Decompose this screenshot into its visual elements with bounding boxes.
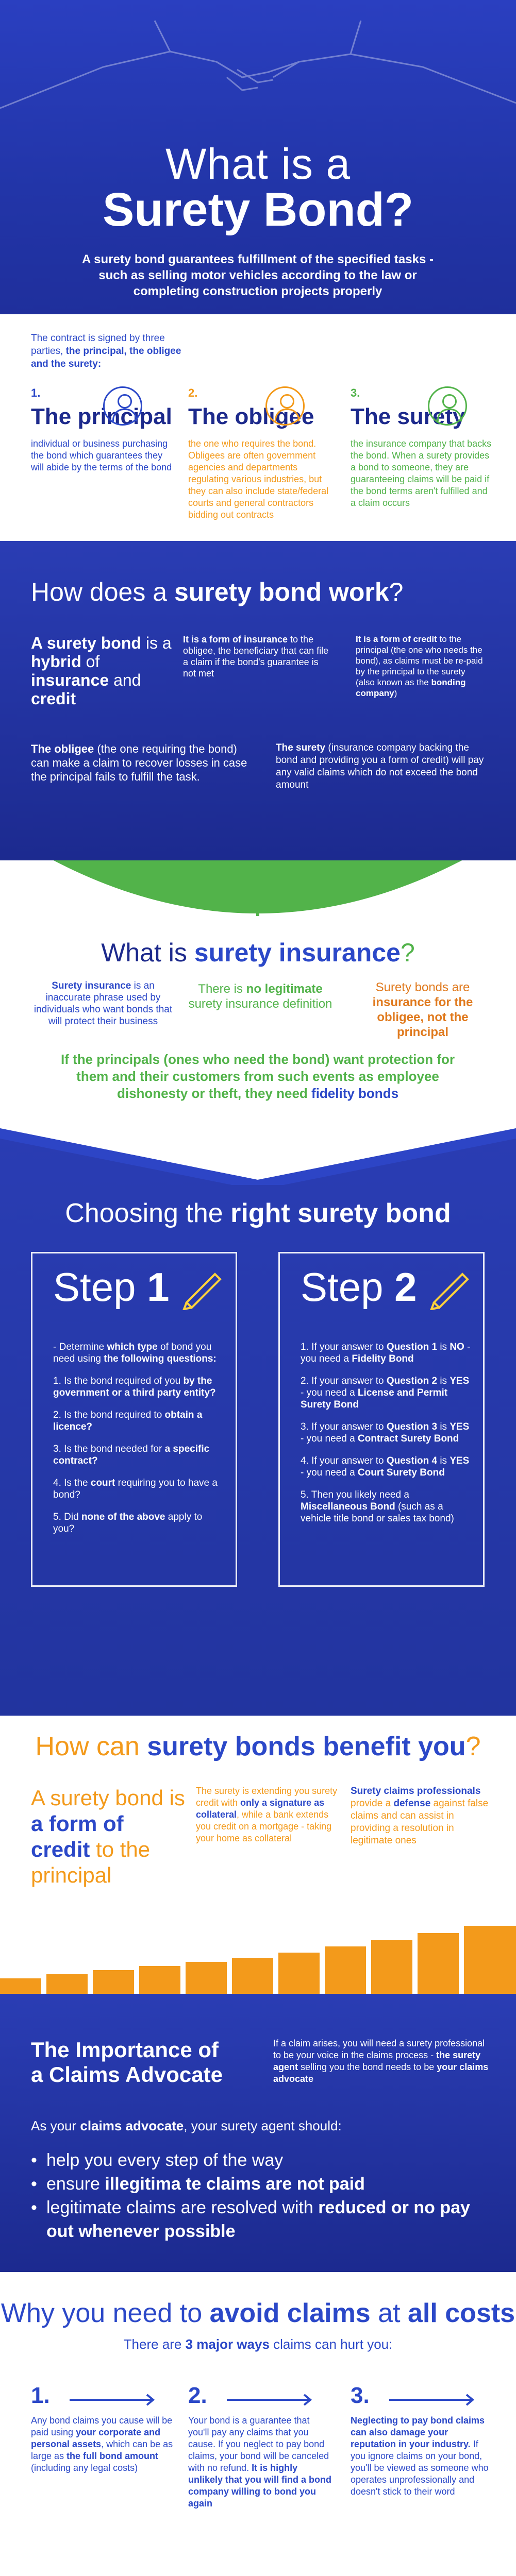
col-text: Surety bonds are: [375, 980, 470, 994]
desc-text: , which can be as large as: [31, 2439, 173, 2461]
lead-text: As your: [31, 2118, 80, 2133]
steps-title: [0, 1198, 516, 1229]
step1-box: [31, 1252, 237, 1587]
item-bold: which type: [107, 1342, 158, 1352]
person-icon: [265, 386, 305, 426]
item-bold: YES: [450, 1376, 470, 1386]
intro-bold: your claims advocate: [273, 2062, 489, 2084]
insurance-form-text: [183, 634, 330, 679]
item-text: is: [437, 1455, 450, 1466]
sub-text: claims can hurt you:: [269, 2336, 393, 2352]
step1-item: [53, 1341, 223, 1365]
desc-bold: It is highly unlikely that you will find a bond company willing to bond you again: [188, 2463, 332, 2509]
col-bold: no legitimate: [246, 982, 323, 996]
title-text: What is: [101, 938, 194, 967]
col-text: to the principal: [31, 1837, 151, 1887]
desc-text: Your bond is a guarantee that you'll pay any claims that you cause. If you neglect to pay bond claims, your bond will be canceled with no refund.: [188, 2415, 329, 2473]
title-text: Choosing the: [65, 1198, 231, 1228]
item-text: 4. If your answer to: [301, 1455, 387, 1466]
item-bold: License and Permit Surety Bond: [301, 1387, 448, 1410]
col-bold: defense: [393, 1798, 431, 1809]
col-text: to the principal (the one who needs the bond), as claims must be re-paid by the principal to the surety (also known as the: [356, 634, 483, 687]
step-word: Step: [301, 1264, 395, 1310]
step1-body: [53, 1341, 223, 1545]
col-bold: It is a form of insurance: [183, 634, 288, 645]
hybrid-statement: [31, 634, 175, 708]
parties-intro-bold: the principal, the obligee and the surety:: [31, 346, 181, 369]
party-desc: individual or business purchasing the bond which guarantees they will abide by the terms of the bond: [31, 438, 172, 472]
title-text: How does a: [31, 578, 174, 606]
title-text: ?: [400, 938, 415, 967]
item-bold: Question 1: [386, 1342, 438, 1352]
item-bold: NO: [450, 1342, 464, 1352]
way-desc: [188, 2415, 332, 2510]
avoid-title: [0, 2298, 516, 2329]
col-text: to the obligee, the beneficiary that can file a claim if the bond's guarantee is not met: [183, 634, 329, 679]
item-bold: the following questions:: [104, 1353, 217, 1364]
hybrid-text: is a: [141, 634, 172, 652]
step1-item: [53, 1409, 223, 1433]
party-number: 1.: [31, 386, 41, 399]
desc-text: Any bond claims you cause will be paid using: [31, 2415, 173, 2437]
person-icon: [103, 386, 142, 426]
pen-icon: [179, 1264, 225, 1310]
item-text: - you need a: [301, 1342, 471, 1364]
surety-text: [276, 742, 492, 791]
advocate-intro: [273, 2038, 490, 2085]
step1-item: [53, 1375, 223, 1399]
step2-label: [301, 1264, 417, 1311]
col-bold: bonding company: [356, 677, 466, 698]
advocate-list: [31, 2148, 485, 2243]
item-text: requiring you to have a bond?: [53, 1478, 218, 1500]
party-number: 3.: [351, 386, 360, 399]
item-text: 5. Then you likely need a: [301, 1489, 409, 1500]
insurance-col1: [31, 980, 175, 1027]
party-surety: [351, 386, 495, 509]
item-text: 3. Is the bond needed for: [53, 1444, 165, 1454]
item-text: - Determine: [53, 1342, 107, 1352]
item-text: (such as a vehicle title bond or sales tax bond): [301, 1501, 454, 1524]
step2-item: [301, 1489, 471, 1524]
insurance-section: [0, 860, 516, 1108]
desc-bold: your corporate and personal assets: [31, 2427, 161, 2449]
benefit-col3: [351, 1785, 495, 1847]
item-bold: obtain a licence?: [53, 1410, 203, 1432]
step2-item: [301, 1341, 471, 1365]
item-bold: Fidelity Bond: [352, 1353, 414, 1364]
item-bold: a specific contract?: [53, 1444, 210, 1466]
title-bold: avoid claims: [209, 2298, 371, 2328]
item-bold: Court Surety Bond: [357, 1467, 445, 1478]
credit-form-text: [356, 634, 485, 699]
hero-title-line1: What is a: [165, 140, 351, 188]
item-text: 3. If your answer to: [301, 1421, 387, 1432]
advocate-title: [31, 2038, 223, 2087]
avoid-way-2: [188, 2383, 332, 2510]
benefit-section: [0, 1716, 516, 1994]
col-text: provide a: [351, 1798, 394, 1809]
intro-text: selling you the bond needs to be: [298, 2062, 437, 2072]
step1-item: [53, 1443, 223, 1467]
col-text: is an inaccurate phrase used by individuals who want bonds that will protect their business: [34, 980, 173, 1027]
benefit-col1: [31, 1785, 186, 1888]
party-desc: the insurance company that backs the bond. When a surety provides a bond to someone, they are guaranteeing claims will be paid if the bond terms aren't fulfilled and a claim occurs: [351, 438, 492, 508]
person-icon: [428, 386, 467, 426]
arrow-right-icon: [389, 2392, 477, 2408]
col-text: A surety bond is: [31, 1786, 185, 1810]
item-text: 4. Is the: [53, 1478, 91, 1488]
col-bold: It is a form of credit: [356, 634, 437, 644]
hero-subtitle: A surety bond guarantees fulfillment of the specified tasks - such as selling motor vehicles according to the law or completing construction projects properly: [82, 252, 434, 298]
steps-section: [0, 1108, 516, 1716]
avoid-subtitle: [0, 2336, 516, 2352]
intro-bold: the surety agent: [273, 2050, 481, 2072]
item-text: of bond you need using: [53, 1342, 212, 1364]
step2-item: [301, 1375, 471, 1411]
col-bold: Surety insurance: [52, 980, 131, 991]
item-text: is: [437, 1421, 450, 1432]
avoid-way-1: [31, 2383, 175, 2474]
advocate-bullet: [31, 2172, 485, 2196]
title-text: ?: [389, 578, 404, 606]
col-text: surety insurance definition: [188, 997, 332, 1011]
surety-bold: The surety: [276, 742, 326, 753]
party-principal: [31, 386, 175, 473]
col-bold: only a signature as collateral: [196, 1798, 325, 1820]
way-number: 1.: [31, 2383, 50, 2408]
parties-section: [0, 314, 516, 541]
advocate-bullet: [31, 2196, 485, 2243]
col-text: The surety is extending you surety credit with: [196, 1786, 338, 1808]
desc-bold: Neglecting to pay bond claims can also damage your reputation in your industry.: [351, 2415, 485, 2449]
item-bold: Question 3: [386, 1421, 438, 1432]
pen-icon: [426, 1264, 473, 1310]
how-work-title: [31, 577, 403, 607]
item-bold: YES: [450, 1455, 470, 1466]
way-desc: [351, 2415, 495, 2498]
way-desc: [31, 2415, 175, 2474]
title-bold: surety insurance: [194, 938, 401, 967]
step-word: Step: [53, 1264, 147, 1310]
bar-decoration: [0, 1917, 516, 1994]
title-bold: right surety bond: [230, 1198, 451, 1228]
party-obligee: [188, 386, 332, 521]
hybrid-text: hybrid: [31, 652, 81, 671]
how-work-section: [0, 541, 516, 860]
intro-text: If a claim arises, you will need a surety professional to be your voice in the claims process -: [273, 2038, 485, 2060]
item-text: - you need a: [301, 1387, 358, 1398]
step2-body: [301, 1341, 471, 1535]
col-text: , while a bank extends you credit on a mortgage - taking your home as collateral: [196, 1809, 332, 1843]
desc-text: (including any legal costs): [31, 2463, 138, 2473]
umbrella-icon: [31, 860, 485, 916]
bullet-bold: illegitima te claims are not paid: [105, 2174, 365, 2194]
arrow-right-icon: [70, 2392, 157, 2408]
benefit-title: [0, 1731, 516, 1762]
party-number: 2.: [188, 386, 198, 399]
avoid-section: [0, 2272, 516, 2576]
hero-section: [0, 0, 516, 314]
item-text: 1. If your answer to: [301, 1342, 387, 1352]
party-name: The principal: [31, 404, 172, 429]
item-text: 1. Is the bond required of you: [53, 1376, 184, 1386]
avoid-way-3: [351, 2383, 495, 2498]
bullet-text: legitimate claims are resolved with: [46, 2198, 319, 2217]
advocate-section: [0, 1994, 516, 2272]
sub-bold: 3 major ways: [185, 2336, 270, 2352]
obligee-body: (the one requiring the bond) can make a claim to recover losses in case the principal fails to fulfill the task.: [31, 742, 247, 783]
hybrid-text: insurance: [31, 671, 109, 689]
parties-intro-text: The contract is signed by three parties,: [31, 333, 165, 357]
hybrid-text: A surety bond: [31, 634, 141, 652]
item-text: - you need a: [301, 1433, 358, 1444]
hero-title-line2: Surety Bond?: [102, 183, 414, 236]
advocate-bullet: [31, 2148, 485, 2172]
party-desc: the one who requires the bond. Obligees are often government agencies and departments regulating various industries, but they can also include state/federal courts and general contractors bidding out contracts: [188, 438, 329, 520]
title-text: How can: [35, 1732, 147, 1761]
ribbon-decoration: [0, 1108, 516, 1185]
col-bold: a form of credit: [31, 1811, 124, 1861]
step2-item: [301, 1455, 471, 1479]
title-line: a Claims Advocate: [31, 2062, 223, 2087]
parties-intro: [31, 332, 196, 370]
step1-item: [53, 1511, 223, 1535]
item-bold: Miscellaneous Bond: [301, 1501, 395, 1512]
step1-label: [53, 1264, 170, 1311]
item-bold: Question 4: [386, 1455, 438, 1466]
insurance-col2: [188, 981, 332, 1011]
item-text: apply to you?: [53, 1512, 203, 1534]
title-text: Why you need to: [1, 2298, 210, 2328]
lead-bold: claims advocate: [80, 2118, 184, 2133]
title-line: The Importance of: [31, 2038, 219, 2062]
item-bold: none of the above: [81, 1512, 165, 1522]
step-number: 1: [147, 1264, 170, 1310]
lead-text: , your surety agent should:: [184, 2118, 342, 2133]
hybrid-text: of: [81, 652, 100, 671]
hybrid-text: and: [109, 671, 141, 689]
step2-item: [301, 1421, 471, 1445]
item-text: - you need a: [301, 1467, 358, 1478]
step2-box: [278, 1252, 485, 1587]
obligee-bold: The obligee: [31, 742, 94, 755]
item-bold: Question 2: [386, 1376, 438, 1386]
col-bold: Surety claims professionals: [351, 1786, 481, 1797]
hybrid-text: credit: [31, 689, 76, 708]
step1-item: [53, 1477, 223, 1501]
title-bold: all costs: [408, 2298, 515, 2328]
item-bold: Contract Surety Bond: [357, 1433, 459, 1444]
bullet-text: help you every step of the way: [46, 2150, 284, 2170]
bullet-text: ensure: [46, 2174, 105, 2194]
col-text: There is: [198, 982, 246, 996]
party-name: The surety: [351, 404, 465, 429]
item-bold: YES: [450, 1421, 470, 1432]
fidelity-paragraph: [52, 1051, 464, 1102]
step-number: 2: [394, 1264, 417, 1310]
item-text: 2. If your answer to: [301, 1376, 387, 1386]
surety-body: (insurance company backing the bond and providing you a form of credit) will pay any valid claims which do not exceed the bond amount: [276, 742, 484, 790]
para-text: If the principals (ones who need the bond) want protection for them and their customers from such events as employee dishonesty or theft, they need: [60, 1052, 455, 1101]
way-number: 3.: [351, 2383, 370, 2408]
sub-text: There are: [123, 2336, 186, 2352]
col-bold: insurance for the obligee, not the principal: [372, 995, 473, 1039]
title-text: ?: [465, 1732, 481, 1761]
col-text: against false claims and can assist in providing a resolution in legitimate ones: [351, 1798, 489, 1846]
title-bold: surety bonds benefit you: [147, 1732, 466, 1761]
desc-bold: the full bond amount: [66, 2451, 159, 2461]
advocate-lead: [31, 2117, 485, 2134]
item-text: is: [437, 1376, 450, 1386]
arrow-right-icon: [227, 2392, 314, 2408]
way-number: 2.: [188, 2383, 207, 2408]
col-text: ): [394, 688, 397, 698]
item-text: 2. Is the bond required to: [53, 1410, 165, 1420]
insurance-title: [0, 938, 516, 968]
desc-text: If you ignore claims on your bond, you'll be viewed as someone who operates unprofessionally and doesn't stick to their word: [351, 2439, 489, 2497]
bullet-bold: reduced or no pay out whenever possible: [46, 2198, 470, 2241]
handshake-illustration: [0, 0, 516, 155]
item-text: is: [437, 1342, 450, 1352]
obligee-text: [31, 742, 247, 784]
title-bold: surety bond work: [174, 578, 389, 606]
title-text: at: [370, 2298, 408, 2328]
insurance-col3: [351, 980, 495, 1040]
item-bold: by the government or a third party entity?: [53, 1376, 216, 1398]
benefit-col2: [196, 1785, 340, 1844]
para-bold: fidelity bonds: [311, 1086, 399, 1101]
item-text: 5. Did: [53, 1512, 81, 1522]
item-bold: court: [90, 1478, 115, 1488]
party-name: The obligee: [188, 404, 314, 429]
